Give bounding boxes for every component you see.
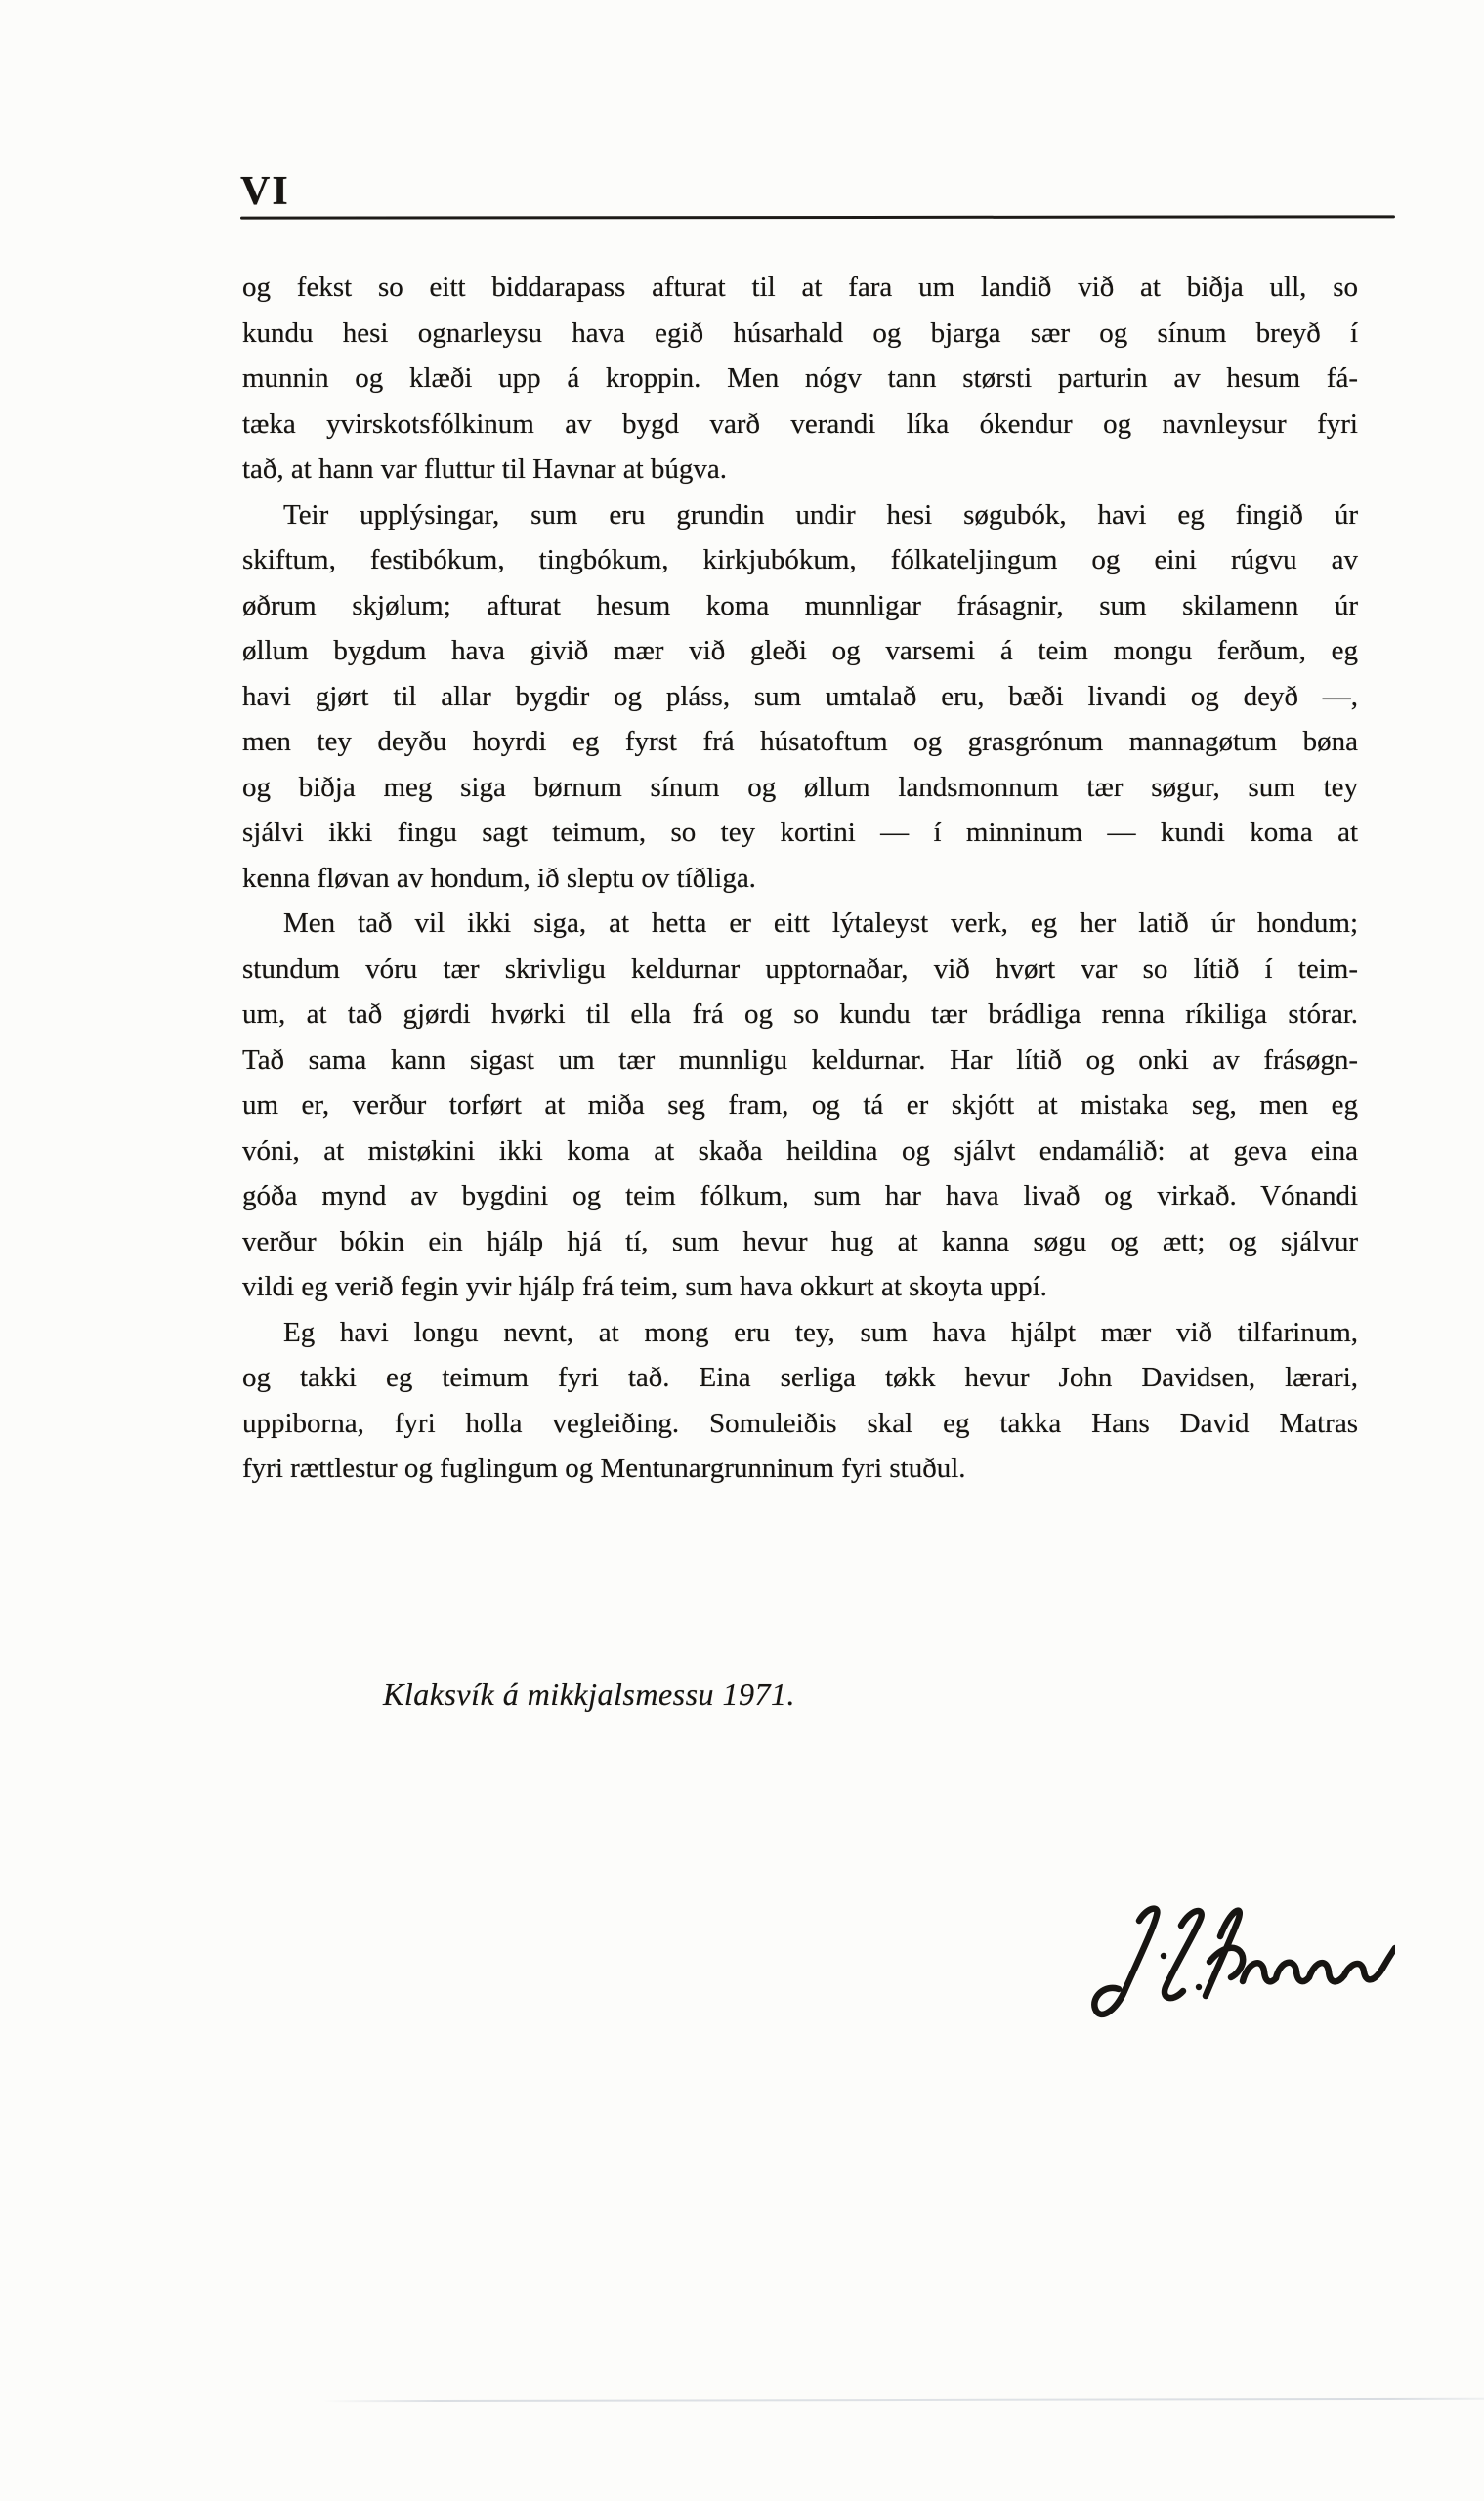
- text-line: vildi eg verið fegin yvir hjálp frá teim, sum hava okkurt at skoyta uppí.: [242, 1271, 1047, 1302]
- text-line: stundum vóru tær skrivligu keldurnar upptornaðar, við hvørt var so lítið í teim-: [242, 953, 1358, 985]
- text-line: verður bókin ein hjálp hjá tí, sum hevur hug at kanna søgu og ætt; og sjálvur: [242, 1225, 1358, 1257]
- text-line: Teir upplýsingar, sum eru grundin undir hesi søgubók, havi eg fingið úr: [283, 498, 1358, 530]
- text-line: tað, at hann var fluttur til Havnar at búgva.: [242, 453, 728, 485]
- text-line: uppiborna, fyri holla vegleiðing. Somuleiðis skal eg takka Hans David Matras: [242, 1407, 1358, 1439]
- text-line: men tey deyðu hoyrdi eg fyrst frá húsatoftum og grasgrónum mannagøtum bøna: [242, 726, 1358, 757]
- text-line: Men tað vil ikki siga, at hetta er eitt lýtaleyst verk, eg her latið úr hondum;: [283, 908, 1358, 939]
- text-line: um, at tað gjørdi hvørki til ella frá og so kundu tær brádliga renna ríkiliga stórar.: [242, 998, 1358, 1030]
- text-line: havi gjørt til allar bygdir og pláss, sum umtalað eru, bæði livandi og deyð —,: [242, 680, 1358, 712]
- text-line: og biðja meg siga børnum sínum og øllum landsmonnum tær søgur, sum tey: [242, 771, 1358, 803]
- text-line: góða mynd av bygdini og teim fólkum, sum har hava livað og virkað. Vónandi: [242, 1180, 1358, 1211]
- text-line: øllum bygdum hava givið mær við gleði og varsemi á teim mongu ferðum, eg: [242, 635, 1358, 666]
- text-line: um er, verður torført at miða seg fram, og tá er skjótt at mistaka seg, men eg: [242, 1089, 1358, 1121]
- text-line: Eg havi longu nevnt, at mong eru tey, sum hava hjálpt mær við tilfarinum,: [283, 1316, 1358, 1348]
- text-line: kenna fløvan av hondum, ið sleptu ov tíðliga.: [242, 862, 756, 894]
- text-line: Tað sama kann sigast um tær munnligu keldurnar. Har lítið og onki av frásøgn-: [242, 1043, 1358, 1076]
- signature-handwriting: [1063, 1893, 1395, 2040]
- text-line: tæka yvirskotsfólkinum av bygd varð verandi líka ókendur og navnleysur fyri: [242, 407, 1358, 440]
- text-line: fyri rættlestur og fuglingum og Mentunargrunninum fyri stuðul.: [242, 1453, 966, 1484]
- text-line: kundu hesi ognarleysu hava egið húsarhald og bjarga sær og sínum breyð í: [242, 317, 1358, 349]
- text-line: sjálvi ikki fingu sagt teimum, so tey kortini — í minninum — kundi koma at: [242, 817, 1358, 848]
- preface-text: [242, 265, 1358, 1492]
- text-line: munnin og klæði upp á kroppin. Men nógv tann størsti parturin av hesum fá-: [242, 362, 1358, 394]
- page-number: VI: [240, 169, 290, 214]
- text-line: vóni, at mistøkini ikki koma at skaða heildina og sjálvt endamálið: at geva eina: [242, 1134, 1358, 1166]
- dateline: Klaksvík á mikkjalsmessu 1971.: [383, 1676, 796, 1712]
- header-rule: [240, 215, 1395, 219]
- text-line: og takki eg teimum fyri tað. Eina serliga tøkk hevur John Davidsen, lærari,: [242, 1362, 1358, 1393]
- scan-artifact-line: [322, 2398, 1484, 2402]
- signature-ink: [1063, 1893, 1395, 2040]
- text-line: skiftum, festibókum, tingbókum, kirkjubókum, fólkateljingum og eini rúgvu av: [242, 544, 1358, 575]
- text-line: og fekst so eitt biddarapass afturat til at fara um landið við at biðja ull, so: [242, 272, 1358, 303]
- text-line: øðrum skjølum; afturat hesum koma munnligar frásagnir, sum skilamenn úr: [242, 589, 1358, 621]
